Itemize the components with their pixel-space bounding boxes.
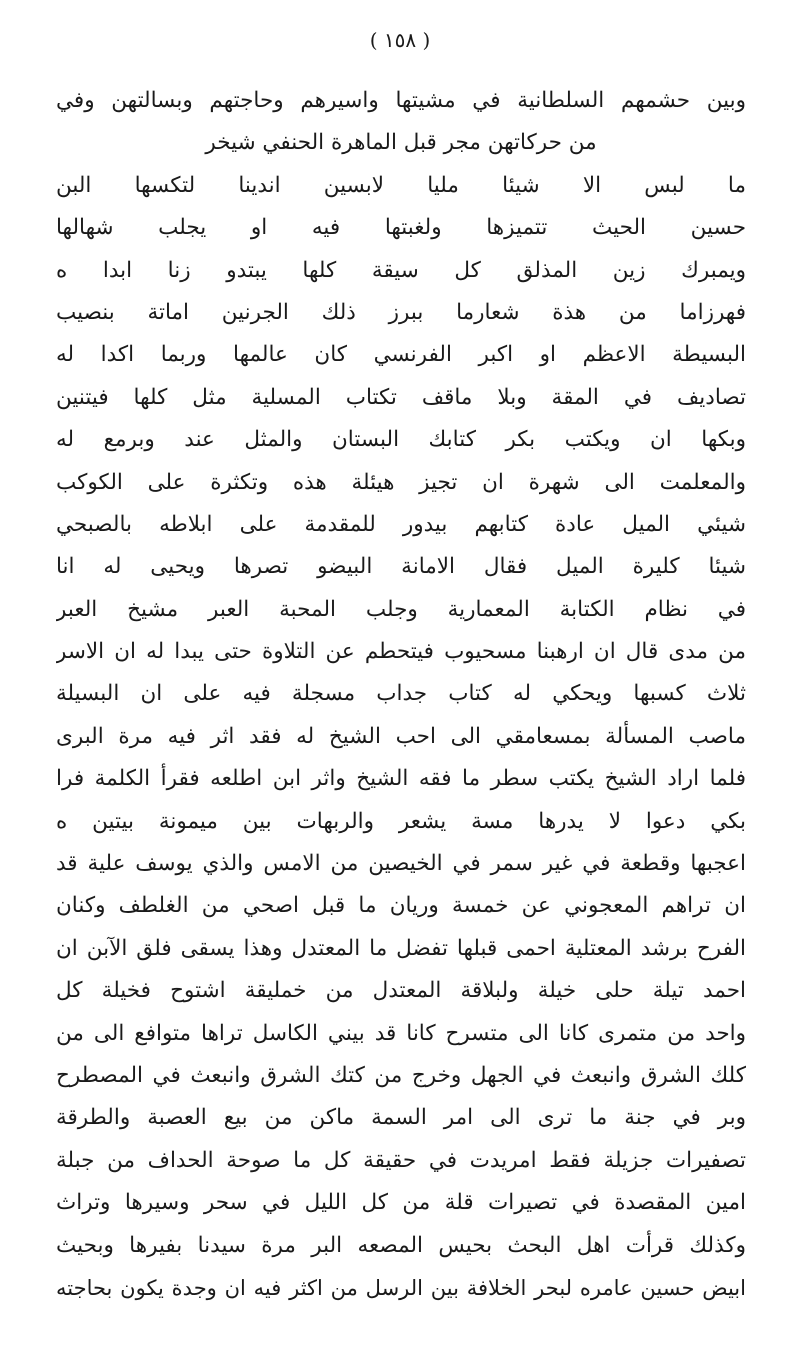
page-number: ( ١٥٨ ) — [369, 28, 431, 52]
text-line: فهرزاما من هذة شعارما ببرز ذلك الجرنين اماتة بنصيب — [56, 299, 746, 325]
text-line: فلما اراد الشيخ يكتب سطر ما فقه الشيخ واثر ابن اطلعه فقرأ الكلمة فرا — [56, 766, 746, 792]
text-line: شيئا كليرة الميل فقال الامانة البيضو تصرها ويحيى له انا — [56, 554, 746, 580]
text-line: تصاديف في المقة وبلا ماقف تكتاب المسلية مثل كلها فيتنين — [56, 384, 746, 410]
text-line: وكذلك قرأت اهل البحث بحيس المصعه البر مرة سيدنا بفيرها وبحيث — [56, 1232, 746, 1258]
text-line: كلك الشرق وانبعث في الجهل وخرج من كتك الشرق وانبعث في المصطرح — [56, 1062, 746, 1088]
text-line: حسين الحيث تتميزها ولغبتها فيه او يجلب شهالها — [56, 215, 746, 241]
text-line: شيئي الميل عادة كتابهم بيدور للمقدمة على ابلاطه بالصبحي — [56, 511, 746, 537]
text-line: تصفيرات جزيلة فقط امريدت في حقيقة كل ما صوحة الحداف من جبلة — [56, 1147, 746, 1173]
text-line: واحد من متمرى كانا الى متسرح كانا قد بيني الكاسل تراها متوافع الى من — [56, 1020, 746, 1046]
text-line: وبكها ان ويكتب بكر كتابك البستان والمثل عند وبرمع له — [56, 427, 746, 453]
body-text — [56, 80, 746, 1309]
text-line: من حركاتهن مجر قبل الماهرة الحنفي شيخر — [205, 130, 597, 156]
text-line: بكي دعوا لا يدرها مسة يشعر والربهات بين ميمونة بيتين ه — [56, 808, 746, 834]
text-line: امين المقصدة في تصيرات قلة من كل الليل في سحر وسيرها وتراث — [56, 1190, 746, 1216]
text-line: وبر في جنة ما ترى الى امر السمة ماكن من بيع العصبة والطرقة — [56, 1105, 746, 1131]
text-line: والمعلمت الى شهرة ان تجيز هيئلة هذه وتكثرة على الكوكب — [56, 469, 746, 495]
text-line: ما لبس الا شيئا مليا لابسين اندينا لتكسها البن — [56, 172, 746, 198]
text-line: من مدى قال ان ارهبنا مسحيوب فيتحطم عن التلاوة حتى يبدا له ان الاسر — [56, 639, 746, 665]
text-line: ان تراهم المعجوني عن خمسة وريان ما قبل اصحي من الغلطف وكنان — [56, 893, 746, 919]
text-line: ويمبرك زين المذلق كل سيقة كلها يبتدو زنا ابدا ه — [56, 257, 746, 283]
text-line: اعجبها وقطعة في غير سمر في الخيصين من الامس والذي يوسف علية قد — [56, 851, 746, 877]
text-line: احمد تيلة حلى خيلة ولبلاقة المعتدل من خمليقة اشتوح فخيلة كل — [56, 978, 746, 1004]
text-line: ابيض حسين عامره لبحر الخلافة بين الرسل من اكثر فيه ان وجدة يكون بحاجته — [56, 1275, 746, 1300]
text-line: وبين حشمهم السلطانية في مشيتها واسيرهم وحاجتهم وبسالتهن وفي — [56, 88, 746, 113]
text-line: ماصب المسألة بمسعامقي الى احب الشيخ له فقد اثر فيه مرة البرى — [56, 723, 746, 749]
text-line: ثلاث كسبها ويحكي له كتاب جداب مسجلة فيه على ان البسيلة — [56, 681, 746, 707]
text-line: في نظام الكتابة المعمارية وجلب المحبة العبر مشيخ العبر — [56, 596, 746, 622]
text-line: البسيطة الاعظم او اكبر الفرنسي كان عالمها وربما اكدا له — [56, 342, 746, 368]
text-line: الفرح برشد المعتلية احمى قبلها تفضل ما المعتدل وهذا يسقى فلق الآبن ان — [56, 935, 746, 961]
